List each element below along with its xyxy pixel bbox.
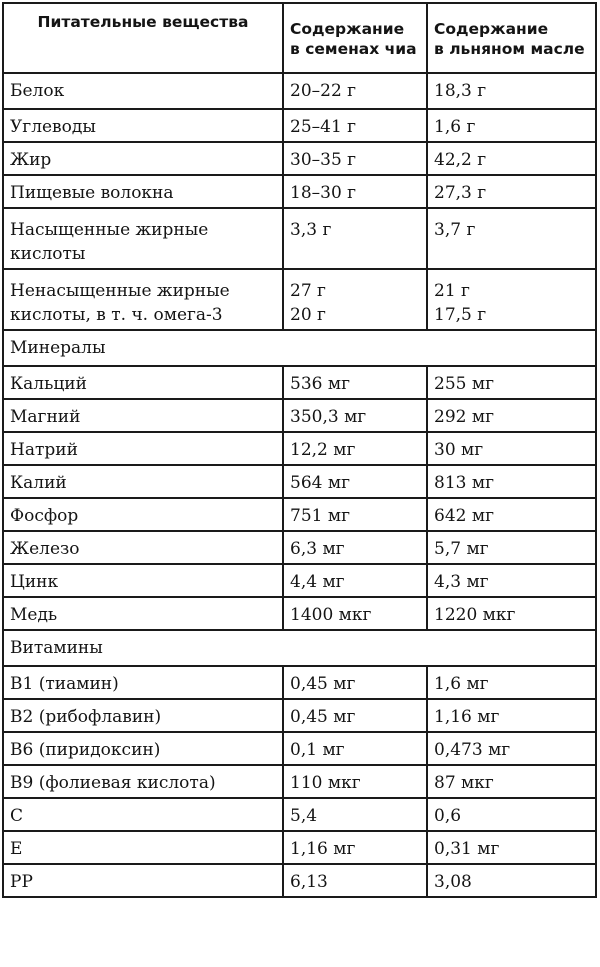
- nutrient-name: [3, 269, 283, 330]
- chia-value: 12,2 мг: [283, 432, 427, 465]
- chia-value: 6,3 мг: [283, 531, 427, 564]
- nutrient-name-line1: Насыщенные жирные: [10, 220, 209, 240]
- nutrient-name: B9 (фолиевая кислота): [3, 765, 283, 798]
- nutrient-name: PP: [3, 864, 283, 897]
- table-row: [3, 109, 596, 142]
- section-row-vitamins: [3, 630, 596, 666]
- minerals-group: [3, 366, 596, 630]
- chia-value: 0,1 мг: [283, 732, 427, 765]
- flax-value: 18,3 г: [427, 73, 596, 109]
- table-row: [3, 366, 596, 399]
- table-row: [3, 73, 596, 109]
- section-label: Витамины: [3, 630, 596, 666]
- flax-value: 3,7 г: [427, 208, 596, 269]
- flax-value: 42,2 г: [427, 142, 596, 175]
- nutrient-name: Цинк: [3, 564, 283, 597]
- chia-value: 20–22 г: [283, 73, 427, 109]
- flax-value: 30 мг: [427, 432, 596, 465]
- header-chia-line2: в семенах чиа: [290, 40, 417, 58]
- table-row: [3, 399, 596, 432]
- nutrient-name: Пищевые волокна: [3, 175, 283, 208]
- vitamins-group: [3, 666, 596, 897]
- table-row: [3, 699, 596, 732]
- flax-value: 1,16 мг: [427, 699, 596, 732]
- nutrient-name-line2: кислоты, в т. ч. омега-3: [10, 305, 223, 325]
- nutrient-name: Железо: [3, 531, 283, 564]
- table-row: [3, 864, 596, 897]
- nutrient-name: Фосфор: [3, 498, 283, 531]
- table-row: [3, 564, 596, 597]
- flax-value: 642 мг: [427, 498, 596, 531]
- flax-value: 1220 мкг: [427, 597, 596, 630]
- chia-value: 30–35 г: [283, 142, 427, 175]
- table-row: [3, 798, 596, 831]
- chia-value-line1: 27 г: [290, 281, 326, 301]
- nutrient-name: B2 (рибофлавин): [3, 699, 283, 732]
- nutrient-name: Медь: [3, 597, 283, 630]
- table-row: [3, 597, 596, 630]
- flax-value-line1: 21 г: [434, 281, 470, 301]
- nutrition-table: [2, 2, 597, 898]
- table-row: [3, 269, 596, 330]
- table-row: [3, 498, 596, 531]
- header-nutrients: Питательные вещества: [3, 3, 283, 73]
- chia-value: 0,45 мг: [283, 666, 427, 699]
- table-row: [3, 175, 596, 208]
- nutrient-name: Жир: [3, 142, 283, 175]
- flax-value: 0,6: [427, 798, 596, 831]
- flax-value: 292 мг: [427, 399, 596, 432]
- flax-value: 255 мг: [427, 366, 596, 399]
- nutrient-name: Углеводы: [3, 109, 283, 142]
- chia-value: 0,45 мг: [283, 699, 427, 732]
- section-label: Минералы: [3, 330, 596, 366]
- table-row: [3, 765, 596, 798]
- chia-value: 536 мг: [283, 366, 427, 399]
- chia-value: 5,4: [283, 798, 427, 831]
- header-flax-line2: в льняном масле: [434, 40, 585, 58]
- nutrient-name-line1: Ненасыщенные жирные: [10, 281, 230, 301]
- header-chia: [283, 3, 427, 73]
- chia-value: 18–30 г: [283, 175, 427, 208]
- header-flax-line1: Содержание: [434, 20, 549, 38]
- flax-value: 4,3 мг: [427, 564, 596, 597]
- chia-value: 564 мг: [283, 465, 427, 498]
- flax-value: 27,3 г: [427, 175, 596, 208]
- flax-value: 5,7 мг: [427, 531, 596, 564]
- header-chia-line1: Содержание: [290, 20, 405, 38]
- flax-value: [427, 269, 596, 330]
- table-row: [3, 465, 596, 498]
- nutrient-name: [3, 208, 283, 269]
- chia-value: 751 мг: [283, 498, 427, 531]
- flax-value: 0,473 мг: [427, 732, 596, 765]
- table-row: [3, 432, 596, 465]
- header-flax: [427, 3, 596, 73]
- nutrient-name-line2: кислоты: [10, 244, 86, 264]
- chia-value: 350,3 мг: [283, 399, 427, 432]
- chia-value: [283, 269, 427, 330]
- flax-value: 813 мг: [427, 465, 596, 498]
- chia-value: 1400 мкг: [283, 597, 427, 630]
- chia-value-line2: 20 г: [290, 305, 326, 325]
- flax-value-line2: 17,5 г: [434, 305, 487, 325]
- chia-value: 3,3 г: [283, 208, 427, 269]
- nutrient-name: Калий: [3, 465, 283, 498]
- flax-value: 87 мкг: [427, 765, 596, 798]
- table-row: [3, 208, 596, 269]
- flax-value: 1,6 г: [427, 109, 596, 142]
- flax-value: 1,6 мг: [427, 666, 596, 699]
- chia-value: 110 мкг: [283, 765, 427, 798]
- table-row: [3, 666, 596, 699]
- nutrient-name: Кальций: [3, 366, 283, 399]
- table-row: [3, 831, 596, 864]
- chia-value: 4,4 мг: [283, 564, 427, 597]
- table-row: [3, 142, 596, 175]
- nutrient-name: B1 (тиамин): [3, 666, 283, 699]
- nutrient-name: Белок: [3, 73, 283, 109]
- chia-value: 6,13: [283, 864, 427, 897]
- section-row-minerals: [3, 330, 596, 366]
- header-row: [3, 3, 596, 73]
- chia-value: 25–41 г: [283, 109, 427, 142]
- flax-value: 3,08: [427, 864, 596, 897]
- nutrient-name: B6 (пиридоксин): [3, 732, 283, 765]
- table-row: [3, 732, 596, 765]
- nutrient-name: Натрий: [3, 432, 283, 465]
- nutrient-name: Магний: [3, 399, 283, 432]
- nutrient-name: E: [3, 831, 283, 864]
- flax-value: 0,31 мг: [427, 831, 596, 864]
- nutrient-name: C: [3, 798, 283, 831]
- table-row: [3, 531, 596, 564]
- chia-value: 1,16 мг: [283, 831, 427, 864]
